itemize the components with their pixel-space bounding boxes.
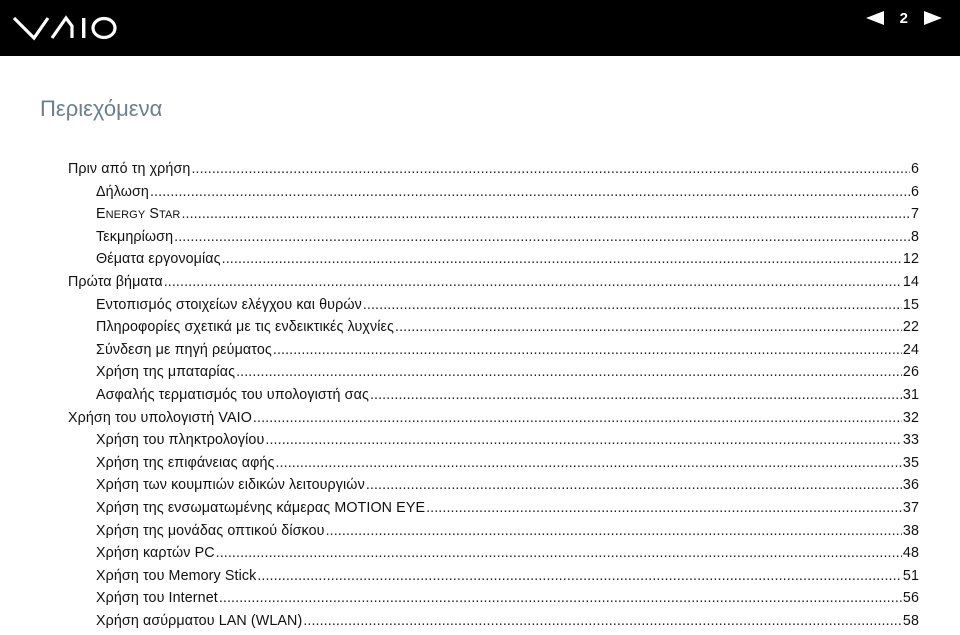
dot-leader (273, 342, 902, 358)
dot-leader (303, 613, 902, 629)
toc-entry-page: 58 (902, 613, 919, 629)
dot-leader (265, 432, 901, 448)
dot-leader (326, 523, 902, 539)
toc-entry[interactable] (96, 449, 919, 471)
toc-entry-page: 36 (902, 477, 919, 494)
toc-entry-page: 56 (902, 590, 919, 607)
toc-entry-page: 26 (902, 364, 919, 381)
toc-entry-page: 8 (910, 228, 919, 245)
toc-entry-page: 35 (902, 454, 919, 471)
contents-title: Περιεχόμενα (40, 96, 163, 121)
toc-entry-label: Ασφαλής τερματισμός του υπολογιστή σας (96, 387, 369, 403)
dot-leader (181, 206, 909, 222)
toc-entry[interactable] (96, 178, 919, 200)
toc-entry-page: 24 (902, 341, 919, 358)
toc-entry[interactable] (68, 404, 919, 426)
toc-entry-page: 31 (902, 387, 919, 403)
toc-entry[interactable] (96, 245, 919, 267)
toc-entry[interactable] (96, 381, 919, 403)
toc-entry-label: Χρήση της ενσωματωμένης κάμερας MOTION EYE (96, 500, 426, 516)
toc-entry-page: 51 (902, 567, 919, 584)
dot-leader (191, 161, 909, 177)
toc-entry-label: Χρήση του υπολογιστή VAIO (68, 409, 252, 426)
toc-entry-label: Χρήση της μπαταρίας (96, 364, 236, 381)
toc-entry[interactable] (96, 223, 919, 245)
toc-entry-label: Χρήση καρτών PC (96, 545, 215, 562)
dot-leader (366, 477, 902, 493)
toc-entry-label: Πληροφορίες σχετικά με τις ενδεικτικές λυχνίες (96, 319, 394, 336)
toc-entry-page: 33 (902, 432, 919, 449)
toc-entry[interactable] (68, 268, 919, 290)
toc-entry-label: ENERGY STAR (96, 206, 181, 223)
toc-entry-label: Πρώτα βήματα (68, 274, 163, 290)
toc-entry[interactable] (96, 313, 919, 335)
toc-entry[interactable] (96, 426, 919, 448)
toc-entry[interactable] (68, 155, 919, 177)
toc-entry-page: 38 (902, 522, 919, 539)
toc-entry[interactable] (96, 584, 919, 606)
toc-entry[interactable] (96, 471, 919, 493)
dot-leader (363, 297, 902, 313)
previous-page-arrow-icon[interactable] (866, 11, 884, 25)
toc-entry-page: 48 (902, 545, 919, 562)
toc-entry-page: 7 (910, 206, 919, 223)
toc-entry-page: 14 (902, 274, 919, 290)
toc-entry-label: Δήλωση (96, 183, 149, 200)
page-header (0, 0, 960, 56)
page-navigation (866, 8, 942, 28)
dot-leader (426, 500, 902, 516)
dot-leader (257, 568, 902, 584)
dot-leader (275, 455, 901, 471)
toc-entry[interactable] (96, 562, 919, 584)
toc-entry-label: Χρήση της επιφάνειας αφής (96, 454, 275, 471)
dot-leader (222, 251, 902, 267)
dot-leader (150, 184, 910, 200)
toc-entry[interactable] (96, 494, 919, 516)
toc-entry-page: 32 (902, 409, 919, 426)
dot-leader (164, 274, 902, 290)
page-number: 2 (899, 9, 908, 27)
toc-entry-label: Χρήση ασύρματου LAN (WLAN) (96, 613, 303, 629)
vaio-logo (12, 14, 120, 42)
toc-entry[interactable] (96, 291, 919, 313)
toc-entry-label: Χρήση του πληκτρολογίου (96, 432, 265, 449)
toc-entry[interactable] (96, 336, 919, 358)
toc-entry-page: 22 (902, 319, 919, 336)
toc-entry-label: Χρήση του Memory Stick (96, 567, 257, 584)
toc-entry-label: Πριν από τη χρήση (68, 161, 191, 177)
dot-leader (370, 387, 902, 403)
dot-leader (253, 410, 902, 426)
toc-entry[interactable] (96, 517, 919, 539)
toc-entry[interactable] (96, 358, 919, 380)
dot-leader (236, 364, 902, 380)
dot-leader (395, 319, 902, 335)
dot-leader (216, 545, 902, 561)
toc-entry-label: Χρήση της μονάδας οπτικού δίσκου (96, 522, 325, 539)
dot-leader (174, 229, 910, 245)
toc-entry-page: 6 (910, 183, 919, 200)
toc-entry-page: 15 (902, 296, 919, 313)
toc-entry[interactable] (96, 539, 919, 561)
toc-entry-page: 12 (902, 251, 919, 268)
toc-entry-page: 6 (910, 161, 919, 177)
dot-leader (219, 590, 902, 606)
toc-entry-label: Θέματα εργονομίας (96, 251, 221, 268)
toc-entry[interactable] (96, 607, 919, 629)
toc-entry[interactable] (96, 200, 919, 222)
next-page-arrow-icon[interactable] (924, 11, 942, 25)
toc-entry-page: 37 (902, 500, 919, 516)
toc-entry-label: Εντοπισμός στοιχείων ελέγχου και θυρών (96, 296, 362, 313)
toc-entry-label: Τεκμηρίωση (96, 228, 174, 245)
toc-entry-label: Χρήση των κουμπιών ειδικών λειτουργιών (96, 477, 365, 494)
toc-entry-label: Σύνδεση με πηγή ρεύματος (96, 341, 272, 358)
toc-entry-label: Χρήση του Internet (96, 590, 218, 607)
